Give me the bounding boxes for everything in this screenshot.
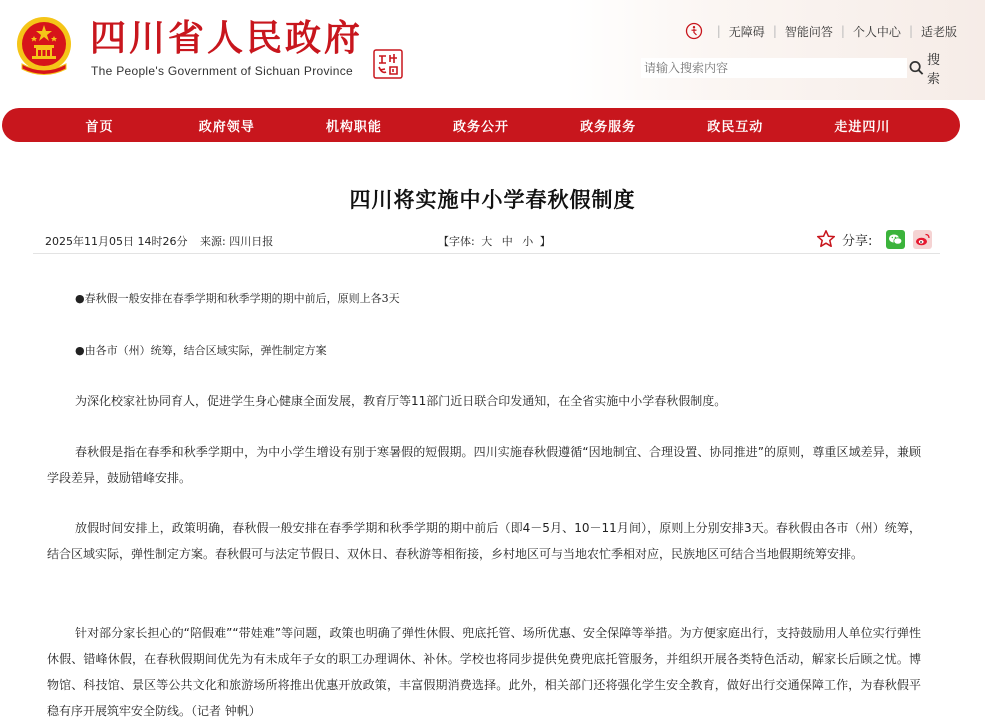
top-link-personal-center[interactable]: 个人中心 bbox=[852, 24, 901, 39]
star-icon[interactable] bbox=[816, 229, 836, 249]
nav-item-institutions[interactable]: 机构职能 bbox=[325, 119, 382, 135]
article-meta bbox=[45, 233, 273, 249]
nav-item-about-sichuan[interactable]: 走进四川 bbox=[834, 119, 891, 135]
article-bullet: ●春秋假一般安排在春季学期和秋季学期的期中前后，原则上各3天 bbox=[75, 292, 400, 305]
accessibility-icon[interactable] bbox=[685, 22, 703, 40]
font-size-medium[interactable]: 中 bbox=[501, 235, 513, 248]
article-title: 四川将实施中小学春秋假制度 bbox=[349, 188, 636, 212]
share-area bbox=[816, 228, 932, 250]
site-header bbox=[0, 0, 985, 100]
top-link-separator: | bbox=[840, 24, 845, 38]
top-link-separator: | bbox=[908, 24, 913, 38]
search-button[interactable] bbox=[909, 53, 961, 87]
seal-logo-icon bbox=[372, 48, 404, 80]
top-link-separator: | bbox=[772, 24, 777, 38]
article-paragraph: 为深化校家社协同育人，促进学生身心健康全面发展，教育厅等11部门近日联合印发通知，在全省实施中小学春秋假制度。 bbox=[75, 394, 727, 408]
national-emblem-icon[interactable] bbox=[12, 14, 76, 78]
share-label: 分享: bbox=[842, 233, 873, 249]
article-paragraph: 放假时间安排上，政策明确，春秋假一般安排在春季学期和秋季学期的期中前后（即4－5月、10－11月间），原则上分别安排3天。春秋假由各市（州）统筹，结合区域实际，弹性制定方案。春秋假可与法定节假日、双休日、春秋游等相衔接，乡村地区可与当地农忙季相对应，民族地区可结合当地假期统筹安排。 bbox=[47, 521, 921, 561]
font-size-small[interactable]: 小 bbox=[522, 235, 534, 248]
search-button-label: 搜 索 bbox=[927, 53, 943, 87]
article-datetime: 2025年11月05日 14时26分 bbox=[45, 235, 188, 248]
weibo-icon[interactable] bbox=[913, 230, 932, 249]
site-subtitle: The People's Government of Sichuan Province bbox=[91, 64, 353, 78]
top-link-smart-qa[interactable]: 智能问答 bbox=[784, 24, 833, 39]
article-paragraph: 春秋假是指在春季和秋季学期中，为中小学生增设有别于寒暑假的短假期。四川实施春秋假遵循“因地制宜、合理设置、协同推进”的原则，尊重区域差异，兼顾学段差异，鼓励错峰安排。 bbox=[47, 445, 921, 485]
font-size-close: 】 bbox=[539, 235, 551, 248]
wechat-icon[interactable] bbox=[886, 230, 905, 249]
search-input[interactable] bbox=[641, 58, 907, 78]
header-background bbox=[565, 0, 985, 100]
article-source-label: 来源: bbox=[199, 235, 226, 248]
font-size-large[interactable]: 大 bbox=[481, 235, 493, 248]
font-size-open: 【字体: bbox=[438, 235, 475, 248]
nav-item-gov-affairs-open[interactable]: 政务公开 bbox=[452, 119, 509, 135]
article-source: 四川日报 bbox=[229, 235, 274, 248]
search-icon bbox=[909, 60, 924, 76]
nav-item-gov-leaders[interactable]: 政府领导 bbox=[198, 119, 255, 135]
nav-item-interaction[interactable]: 政民互动 bbox=[707, 119, 764, 135]
nav-item-gov-services[interactable]: 政务服务 bbox=[580, 119, 637, 135]
meta-divider bbox=[33, 253, 940, 254]
article-paragraph: 针对部分家长担心的“陪假难”“带娃难”等问题，政策也明确了弹性休假、兜底托管、场所优惠、安全保障等举措。为方便家庭出行，支持鼓励用人单位实行弹性休假、错峰休假，在春秋假期间优先为有未成年子女的职工办理调休、补休。学校也将同步提供免费兜底托管服务，并组织开展各类特色活动，解家长后顾之忧。博物馆、科技馆、景区等公共文化和旅游场所将推出优惠开放政策，丰富假期消费选择。此外，相关部门还将强化学生安全教育，做好出行交通保障工作，为春秋假平稳有序开展筑牢安全防线。（记者 钟帆） bbox=[47, 626, 921, 718]
article-bullet: ●由各市（州）统筹，结合区域实际，弹性制定方案 bbox=[75, 344, 327, 357]
top-link-accessibility[interactable]: 无障碍 bbox=[728, 24, 765, 39]
top-link-elderly-version[interactable]: 适老版 bbox=[920, 24, 957, 39]
main-nav bbox=[2, 108, 960, 142]
font-size-selector bbox=[438, 233, 551, 249]
top-link-separator: | bbox=[716, 24, 721, 38]
top-links bbox=[685, 20, 957, 42]
nav-item-home[interactable]: 首页 bbox=[85, 119, 114, 135]
site-title[interactable]: 四川省人民政府 bbox=[90, 17, 364, 59]
